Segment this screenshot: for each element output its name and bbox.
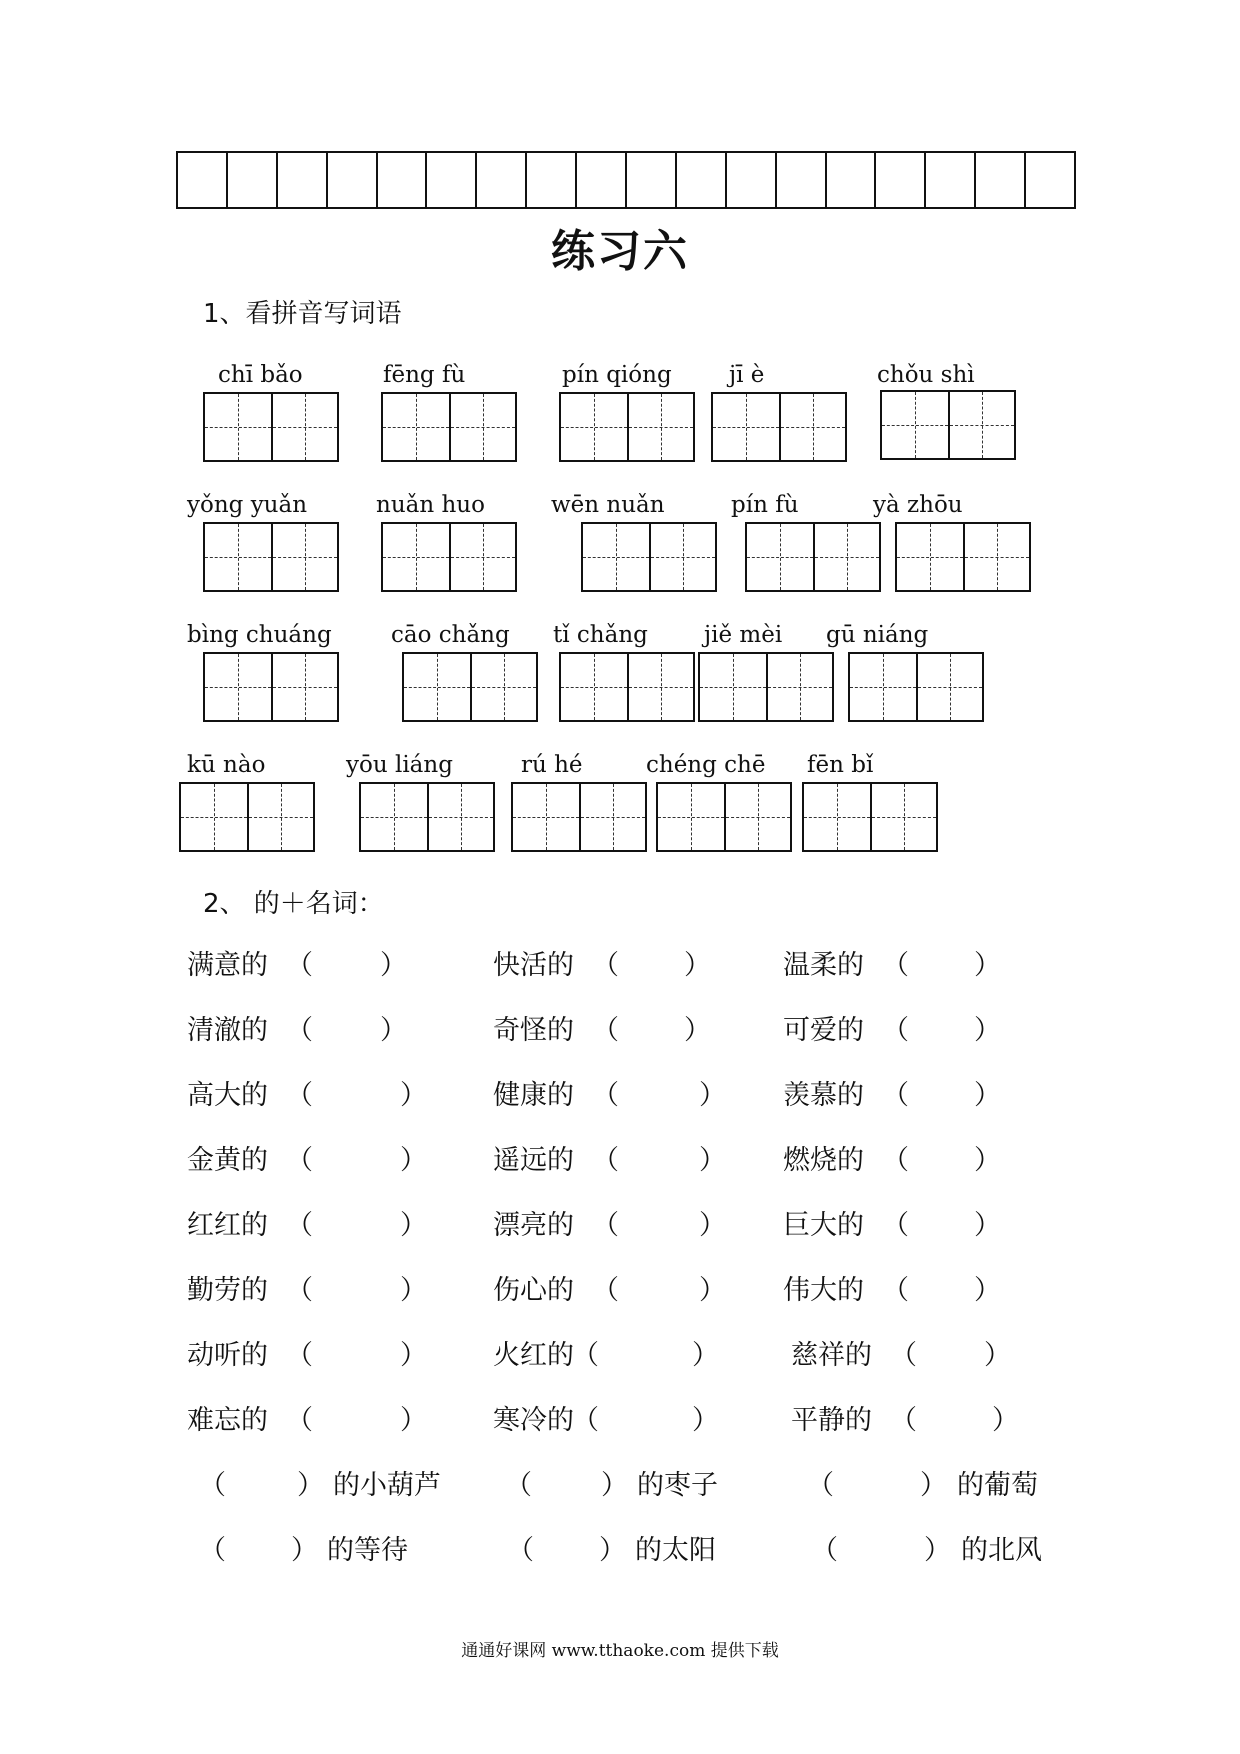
close-paren: ） <box>699 1275 726 1306</box>
open-paren: （ <box>882 1275 909 1306</box>
name-cell[interactable] <box>527 153 577 207</box>
close-paren: ） <box>601 1470 628 1501</box>
name-cell[interactable] <box>427 153 477 207</box>
open-paren: （ <box>592 1015 619 1046</box>
open-paren: （ <box>592 1080 619 1111</box>
name-cell[interactable] <box>228 153 278 207</box>
pinyin-text: gū niáng <box>826 622 929 648</box>
tian-grid[interactable] <box>711 392 847 462</box>
name-cell[interactable] <box>278 153 328 207</box>
name-cell[interactable] <box>328 153 378 207</box>
prompt-word: 寒冷的 <box>493 1405 574 1436</box>
tian-grid[interactable] <box>698 652 834 722</box>
close-paren: ） <box>400 1210 427 1241</box>
open-paren: （ <box>286 1405 313 1436</box>
name-cell[interactable] <box>777 153 827 207</box>
tian-grid[interactable] <box>179 782 315 852</box>
open-paren: （ <box>572 1340 599 1371</box>
close-paren: ） <box>974 1210 1001 1241</box>
close-paren: ） <box>400 1340 427 1371</box>
tian-grid[interactable] <box>203 522 339 592</box>
pinyin-text: chéng chē <box>646 752 766 778</box>
pinyin-text: nuǎn huo <box>376 492 485 518</box>
prompt-word: 羡慕的 <box>783 1080 864 1111</box>
target-word: 的枣子 <box>637 1470 718 1501</box>
pinyin-text: fēng fù <box>383 362 466 388</box>
tian-grid[interactable] <box>802 782 938 852</box>
prompt-word: 燃烧的 <box>783 1145 864 1176</box>
name-cell[interactable] <box>1026 153 1074 207</box>
open-paren: （ <box>286 1145 313 1176</box>
prompt-word: 健康的 <box>493 1080 574 1111</box>
open-paren: （ <box>572 1405 599 1436</box>
pinyin-text: pín fù <box>731 492 799 518</box>
close-paren: ） <box>692 1405 719 1436</box>
close-paren: ） <box>974 950 1001 981</box>
pinyin-text: cāo chǎng <box>391 622 510 648</box>
tian-grid[interactable] <box>848 652 984 722</box>
tian-grid[interactable] <box>203 652 339 722</box>
close-paren: ） <box>920 1470 947 1501</box>
close-paren: ） <box>400 1405 427 1436</box>
pinyin-text: tǐ chǎng <box>553 622 648 648</box>
prompt-word: 巨大的 <box>783 1210 864 1241</box>
prompt-word: 快活的 <box>493 950 574 981</box>
tian-grid[interactable] <box>880 390 1016 460</box>
prompt-word: 奇怪的 <box>493 1015 574 1046</box>
name-cell[interactable] <box>477 153 527 207</box>
section-1-heading: 1、看拼音写词语 <box>203 299 402 329</box>
close-paren: ） <box>692 1340 719 1371</box>
close-paren: ） <box>400 1275 427 1306</box>
close-paren: ） <box>400 1080 427 1111</box>
pinyin-text: kū nào <box>187 752 266 778</box>
open-paren: （ <box>811 1535 838 1566</box>
pinyin-text: jī è <box>729 362 765 388</box>
prompt-word: 伤心的 <box>493 1275 574 1306</box>
close-paren: ） <box>974 1015 1001 1046</box>
tian-grid[interactable] <box>203 392 339 462</box>
close-paren: ） <box>924 1535 951 1566</box>
pinyin-text: pín qióng <box>562 362 672 388</box>
target-word: 的等待 <box>327 1535 408 1566</box>
open-paren: （ <box>592 1275 619 1306</box>
prompt-word: 慈祥的 <box>791 1340 872 1371</box>
open-paren: （ <box>882 1145 909 1176</box>
target-word: 的小葫芦 <box>333 1470 441 1501</box>
name-cell[interactable] <box>577 153 627 207</box>
close-paren: ） <box>974 1145 1001 1176</box>
close-paren: ） <box>684 950 711 981</box>
prompt-word: 遥远的 <box>493 1145 574 1176</box>
tian-grid[interactable] <box>559 652 695 722</box>
prompt-word: 伟大的 <box>783 1275 864 1306</box>
name-cell[interactable] <box>378 153 428 207</box>
open-paren: （ <box>286 1340 313 1371</box>
name-cell[interactable] <box>627 153 677 207</box>
prompt-word: 金黄的 <box>187 1145 268 1176</box>
name-cell[interactable] <box>727 153 777 207</box>
close-paren: ） <box>599 1535 626 1566</box>
tian-grid[interactable] <box>381 522 517 592</box>
open-paren: （ <box>505 1470 532 1501</box>
open-paren: （ <box>882 1080 909 1111</box>
close-paren: ） <box>699 1080 726 1111</box>
open-paren: （ <box>286 950 313 981</box>
pinyin-text: yōu liáng <box>346 752 453 778</box>
open-paren: （ <box>507 1535 534 1566</box>
close-paren: ） <box>380 1015 407 1046</box>
pinyin-text: wēn nuǎn <box>551 492 665 518</box>
name-cell[interactable] <box>976 153 1026 207</box>
close-paren: ） <box>699 1145 726 1176</box>
tian-grid[interactable] <box>745 522 881 592</box>
open-paren: （ <box>882 950 909 981</box>
prompt-word: 清澈的 <box>187 1015 268 1046</box>
open-paren: （ <box>592 950 619 981</box>
close-paren: ） <box>992 1405 1019 1436</box>
open-paren: （ <box>199 1535 226 1566</box>
tian-grid[interactable] <box>359 782 495 852</box>
name-grid <box>176 151 1076 209</box>
prompt-word: 难忘的 <box>187 1405 268 1436</box>
open-paren: （ <box>286 1080 313 1111</box>
footer-note: 通通好课网 www.tthaoke.com 提供下载 <box>461 1641 779 1661</box>
pinyin-text: yǒng yuǎn <box>187 492 308 518</box>
pinyin-text: yà zhōu <box>873 492 963 518</box>
pinyin-text: rú hé <box>521 752 583 778</box>
name-cell[interactable] <box>827 153 877 207</box>
open-paren: （ <box>592 1145 619 1176</box>
prompt-word: 满意的 <box>187 950 268 981</box>
close-paren: ） <box>400 1145 427 1176</box>
close-paren: ） <box>380 950 407 981</box>
tian-grid[interactable] <box>895 522 1031 592</box>
name-cell[interactable] <box>876 153 926 207</box>
close-paren: ） <box>699 1210 726 1241</box>
page-title: 练习六 <box>551 226 689 277</box>
open-paren: （ <box>890 1405 917 1436</box>
open-paren: （ <box>890 1340 917 1371</box>
prompt-word: 温柔的 <box>783 950 864 981</box>
target-word: 的葡萄 <box>957 1470 1038 1501</box>
close-paren: ） <box>974 1275 1001 1306</box>
prompt-word: 漂亮的 <box>493 1210 574 1241</box>
tian-grid[interactable] <box>381 392 517 462</box>
section-2-heading: 2、 的＋名词： <box>203 889 384 919</box>
pinyin-text: chī bǎo <box>218 362 303 388</box>
close-paren: ） <box>291 1535 318 1566</box>
open-paren: （ <box>199 1470 226 1501</box>
open-paren: （ <box>882 1210 909 1241</box>
close-paren: ） <box>974 1080 1001 1111</box>
target-word: 的太阳 <box>635 1535 716 1566</box>
close-paren: ） <box>984 1340 1011 1371</box>
open-paren: （ <box>286 1275 313 1306</box>
close-paren: ） <box>297 1470 324 1501</box>
tian-grid[interactable] <box>581 522 717 592</box>
prompt-word: 高大的 <box>187 1080 268 1111</box>
pinyin-text: chǒu shì <box>877 362 975 388</box>
name-cell[interactable] <box>677 153 727 207</box>
pinyin-text: jiě mèi <box>704 622 783 648</box>
open-paren: （ <box>286 1210 313 1241</box>
open-paren: （ <box>286 1015 313 1046</box>
pinyin-text: bìng chuáng <box>187 622 332 648</box>
tian-grid[interactable] <box>402 652 538 722</box>
name-cell[interactable] <box>178 153 228 207</box>
name-cell[interactable] <box>926 153 976 207</box>
open-paren: （ <box>592 1210 619 1241</box>
tian-grid[interactable] <box>559 392 695 462</box>
pinyin-text: fēn bǐ <box>807 752 874 778</box>
target-word: 的北风 <box>961 1535 1042 1566</box>
prompt-word: 勤劳的 <box>187 1275 268 1306</box>
prompt-word: 动听的 <box>187 1340 268 1371</box>
prompt-word: 平静的 <box>791 1405 872 1436</box>
prompt-word: 红红的 <box>187 1210 268 1241</box>
prompt-word: 可爱的 <box>783 1015 864 1046</box>
open-paren: （ <box>807 1470 834 1501</box>
tian-grid[interactable] <box>511 782 647 852</box>
close-paren: ） <box>684 1015 711 1046</box>
tian-grid[interactable] <box>656 782 792 852</box>
open-paren: （ <box>882 1015 909 1046</box>
prompt-word: 火红的 <box>493 1340 574 1371</box>
